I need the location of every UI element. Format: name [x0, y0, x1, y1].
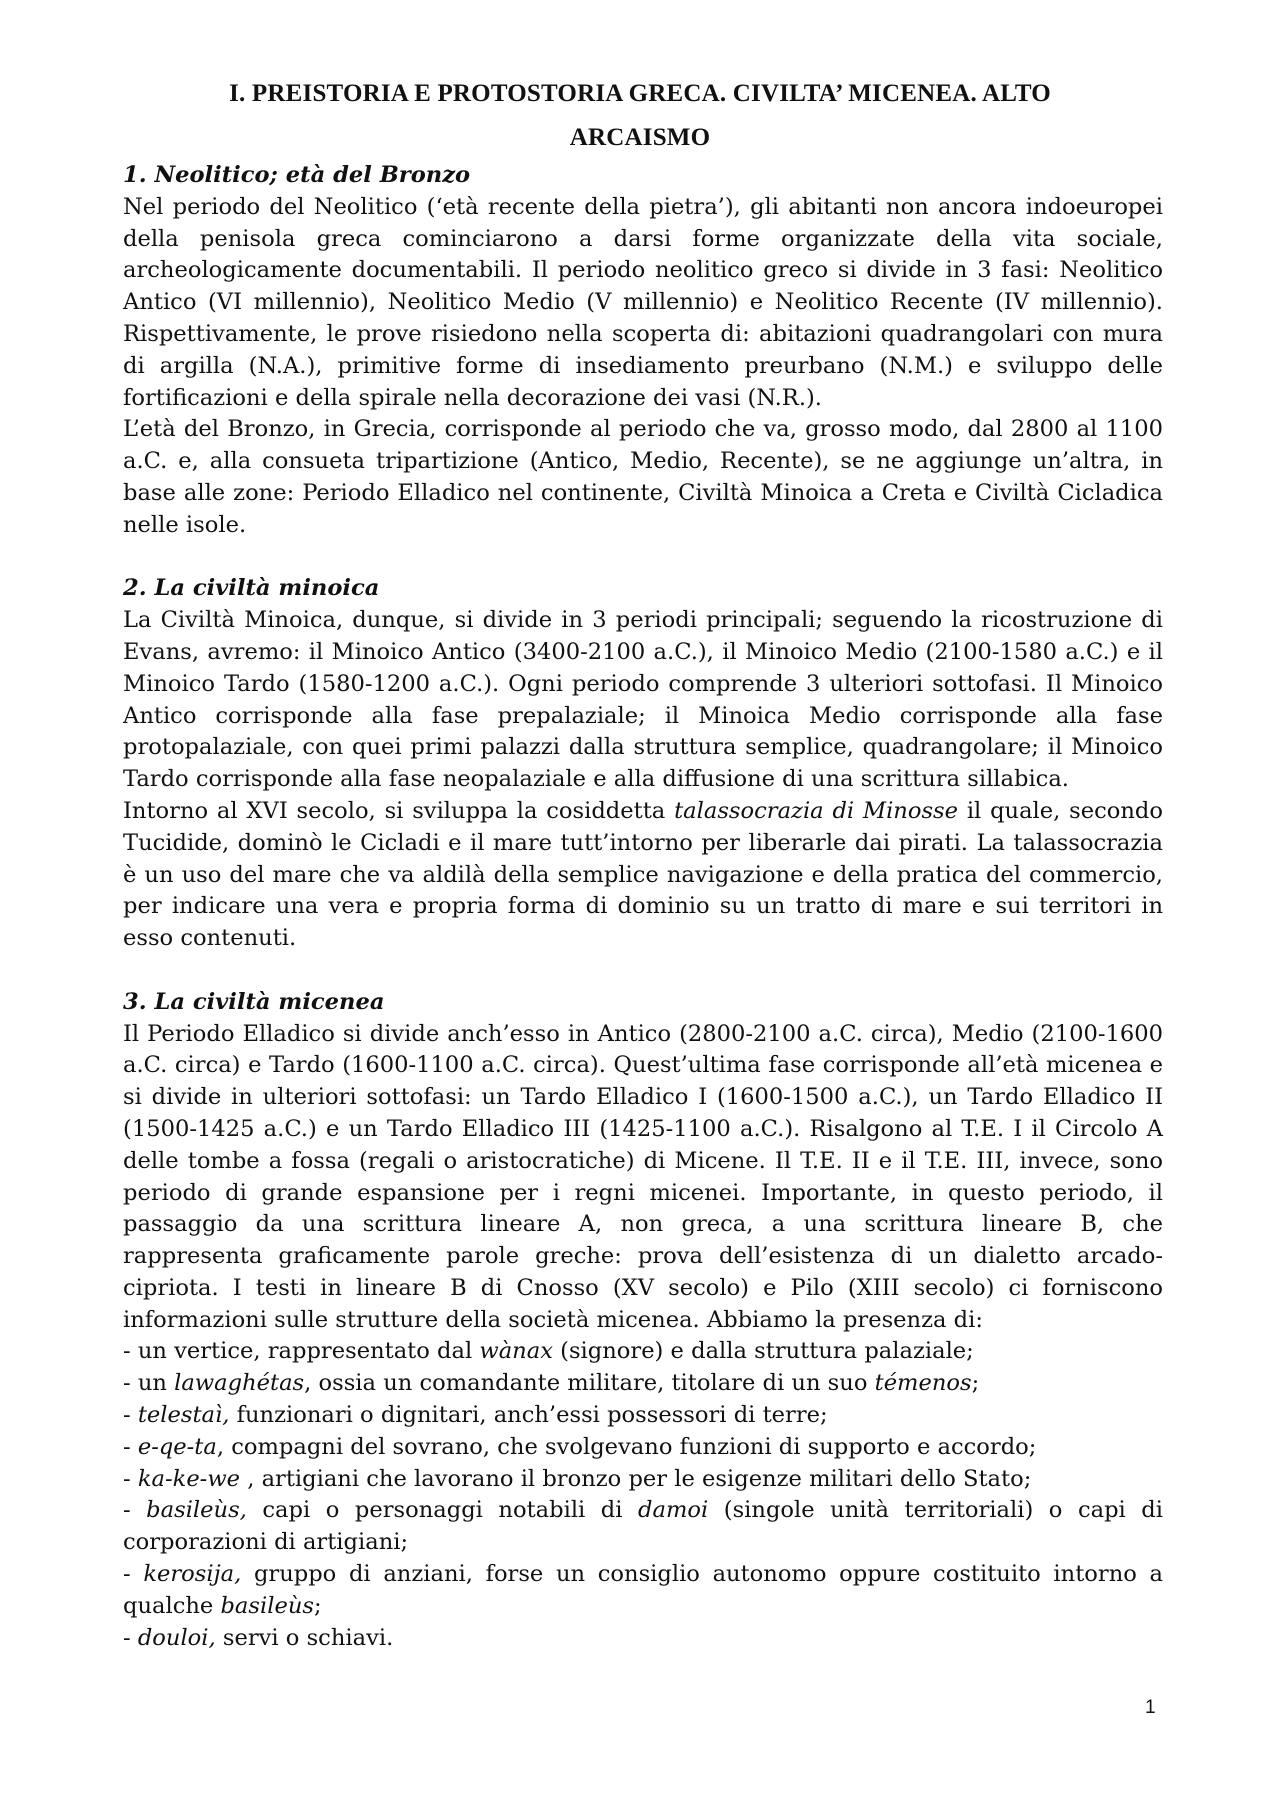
list-item: - ka-ke-we , artigiani che lavorano il bronzo per le esigenze militari dello Stato; — [123, 1465, 1032, 1492]
italic-term: wànax — [479, 1338, 553, 1365]
list-item: - un vertice, rappresentato dal wànax (signore) e dalla struttura palaziale; — [123, 1338, 974, 1365]
italic-term: basileùs, — [146, 1497, 247, 1524]
paragraph: L’età del Bronzo, in Grecia, corrisponde al periodo che va, grosso modo, dal 2800 al 1100 a.C. e, alla consueta tripartizione (Antico, Medio, Recente), se ne aggiunge un’altra, in base alle zone: Periodo Elladico nel continente, Civiltà Minoica a Creta e Civiltà Cicladica nelle isole. — [123, 416, 1163, 538]
list-item: - e-qe-ta, compagni del sovrano, che svolgevano funzioni di supporto e accordo; — [123, 1433, 1037, 1460]
blank-line — [123, 542, 1163, 574]
blank-line — [123, 955, 1163, 987]
section-civilta-micenea — [123, 987, 1163, 1655]
italic-term: basileùs — [220, 1592, 314, 1619]
list-item: - douloi, servi o schiavi. — [123, 1624, 394, 1651]
page-number: 1 — [1145, 1697, 1156, 1718]
section-civilta-minoica — [123, 573, 1163, 955]
section-neolitico — [123, 160, 1163, 542]
italic-term: damoi — [638, 1497, 709, 1524]
italic-term: telestaì, — [137, 1402, 230, 1429]
list-item: - un lawaghétas, ossia un comandante militare, titolare di un suo témenos; — [123, 1370, 980, 1397]
list-item: - basileùs, capi o personaggi notabili di damoi (singole unità territoriali) o capi di corporazioni di artigiani; — [123, 1497, 1163, 1556]
section-heading: 2. La civiltà minoica — [123, 575, 380, 602]
text-run: Intorno al XVI secolo, si sviluppa la cosiddetta — [123, 797, 675, 824]
italic-term: kerosija, — [143, 1561, 242, 1588]
paragraph: Nel periodo del Neolitico (‘età recente della pietra’), gli abitanti non ancora indoeuropei della penisola greca cominciarono a darsi forme organizzate della vita sociale, archeologicamente documentabili. Il periodo neolitico greco si divide in 3 fasi: Neolitico Antico (VI millennio), Neolitico Medio (V millennio) e Neolitico Recente (IV millennio). Rispettivamente, le prove risiedono nella scoperta di: abitazioni quadrangolari con mura di argilla (N.A.), primitive forme di insediamento preurbano (N.M.) e sviluppo delle fortificazioni e della spirale nella decorazione dei vasi (N.R.). — [123, 193, 1163, 411]
section-heading: 3. La civiltà micenea — [123, 988, 385, 1015]
list-item: - telestaì, funzionari o dignitari, anch’essi possessori di terre; — [123, 1402, 828, 1429]
italic-term: talassocrazia di Minosse — [674, 797, 959, 824]
section-heading: 1. Neolitico; età del Bronzo — [123, 162, 471, 188]
document-body — [123, 160, 1163, 1654]
text-run: il quale, secondo Tucidide, dominò le Cicladi e il mare tutt’intorno per liberarle dai pirati. La talassocrazia è un uso del mare che va aldilà della semplice navigazione e della pratica del commercio, per indicare una vera e propria forma di dominio su un tratto di mare e sui territori in esso contenuti. — [123, 797, 1163, 952]
paragraph: Il Periodo Elladico si divide anch’esso in Antico (2800-2100 a.C. circa), Medio (2100-1600 a.C. circa) e Tardo (1600-1100 a.C. circa). Quest’ultima fase corrisponde all’età micenea e si divide in ulteriori sottofasi: un Tardo Elladico I (1600-1500 a.C.), un Tardo Elladico II (1500-1425 a.C.) e un Tardo Elladico III (1425-1100 a.C.). Risalgono al T.E. I il Circolo A delle tombe a fossa (regali o aristocratiche) di Micene. Il T.E. II e il T.E. III, invece, sono periodo di grande espansione per i regni micenei. Importante, in questo periodo, il passaggio da una scrittura lineare A, non greca, a una scrittura lineare B, che rappresenta graficamente parole greche: prova dell’esistenza di un dialetto arcado-cipriota. I testi in lineare B di Cnosso (XV secolo) e Pilo (XIII secolo) ci forniscono informazioni sulle strutture della società micenea. Abbiamo la presenza di: — [123, 1020, 1163, 1333]
italic-term: e-qe-ta — [137, 1433, 217, 1460]
italic-term: lawaghétas — [174, 1370, 305, 1397]
society-list — [123, 1336, 1163, 1654]
italic-term: ka-ke-we — [137, 1465, 241, 1492]
paragraph: La Civiltà Minoica, dunque, si divide in 3 periodi principali; seguendo la ricostruzione di Evans, avremo: il Minoico Antico (3400-2100 a.C.), il Minoico Medio (2100-1580 a.C.) e il Minoico Tardo (1580-1200 a.C.). Ogni periodo comprende 3 ulteriori sottofasi. Il Minoico Antico corrisponde alla fase prepalaziale; il Minoica Medio corrisponde alla fase protopalaziale, con quei primi palazzi dalla struttura semplice, quadrangolare; il Minoico Tardo corrisponde alla fase neopalaziale e alla diffusione di una scrittura sillabica. — [123, 607, 1163, 793]
italic-term: témenos — [874, 1370, 972, 1397]
italic-term: douloi, — [137, 1624, 216, 1651]
paragraph — [123, 796, 1163, 955]
page-title: I. PREISTORIA E PROTOSTORIA GRECA. CIVILTA’ MICENEA. ALTO ARCAISMO — [229, 80, 1051, 151]
list-item: - kerosija, gruppo di anziani, forse un consiglio autonomo oppure costituito intorno a qualche basileùs; — [123, 1561, 1163, 1619]
